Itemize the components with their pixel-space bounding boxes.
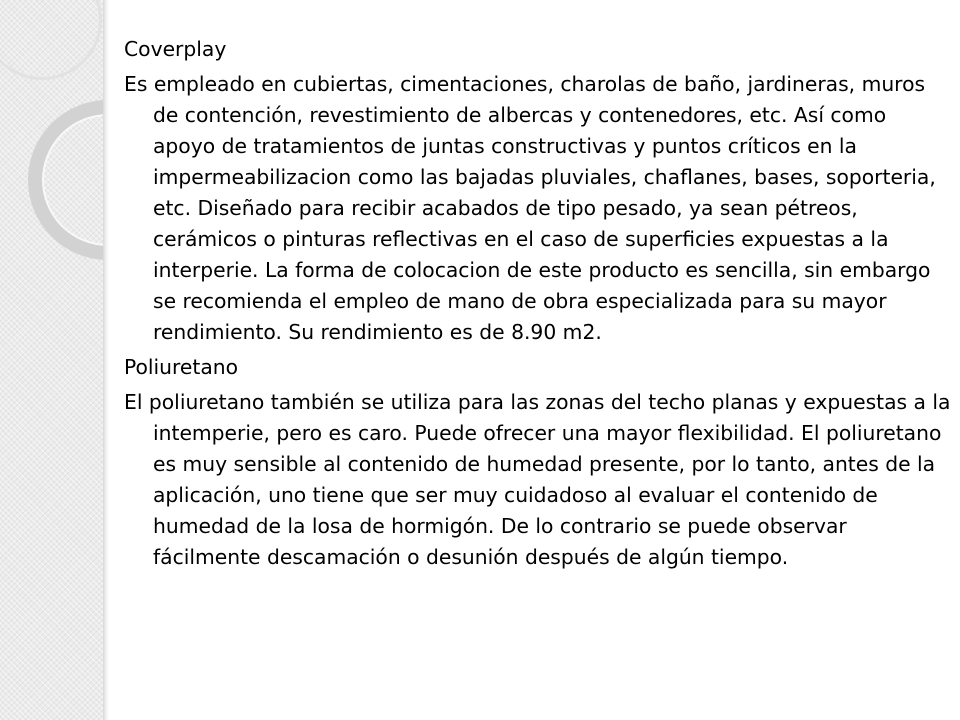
decorative-ring-small [0, 0, 102, 80]
section-heading-poliuretano: Poliuretano [124, 355, 239, 379]
slide-content [124, 34, 954, 577]
decorative-side-panel [0, 0, 105, 720]
decorative-ring-large [28, 100, 105, 260]
side-panel-edge [103, 0, 109, 720]
section-body-poliuretano: El poliuretano también se utiliza para las zonas del techo planas y expuestas a la intemperie, pero es caro. Puede ofrecer una mayor flexibilidad. El poliuretano es muy sensible al contenido de humedad presente, por lo tanto, antes de la aplicación, uno tiene que ser muy cuidadoso al evaluar el contenido de humedad de la losa de hormigón. De lo contrario se puede observar fácilmente descamación o desunión después de algún tiempo. [124, 390, 951, 569]
section-heading-coverplay: Coverplay [124, 37, 227, 61]
section-body-coverplay: Es empleado en cubiertas, cimentaciones, charolas de baño, jardineras, muros de contención, revestimiento de albercas y contenedores, etc. Así como apoyo de tratamientos de juntas constructivas y puntos críticos en la impermeabilizacion como las bajadas pluviales, chaflanes, bases, soporteria, etc. Diseñado para recibir acabados de tipo pesado, ya sean pétreos, cerámicos o pinturas reflectivas en el caso de superficies expuestas a la interperie. La forma de colocacion de este producto es sencilla, sin embargo se recomienda el empleo de mano de obra especializada para su mayor rendimiento. Su rendimiento es de 8.90 m2. [124, 72, 936, 344]
